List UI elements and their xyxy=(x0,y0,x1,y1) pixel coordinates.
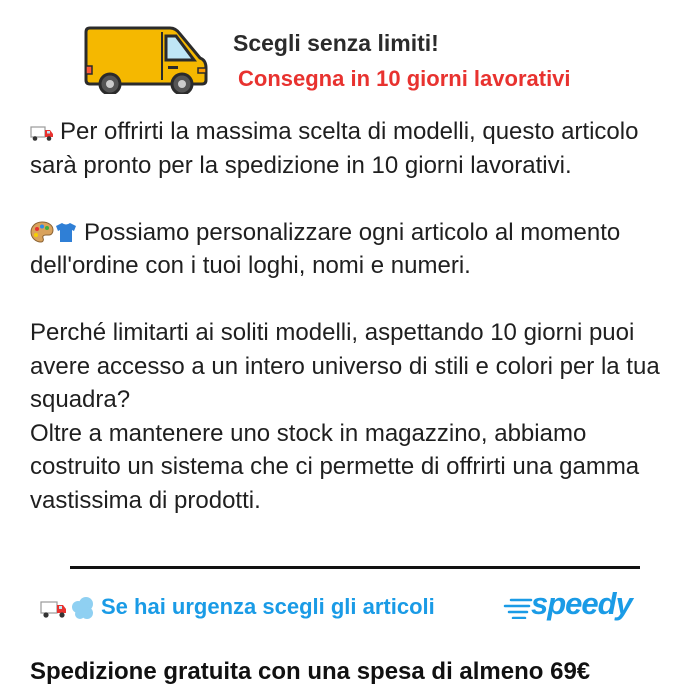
delivery-truck-icon xyxy=(40,594,96,624)
delivery-truck-icon xyxy=(30,124,54,142)
description xyxy=(30,115,680,517)
tshirt-icon xyxy=(54,221,78,243)
header xyxy=(0,0,700,110)
paragraph-universe xyxy=(30,316,680,517)
paragraph-delivery xyxy=(30,115,680,182)
urgent-text: Se hai urgenza scegli gli articoli xyxy=(101,594,435,619)
header-title: Scegli senza limiti! xyxy=(233,30,439,56)
dash-cloud-icon xyxy=(72,597,93,619)
divider xyxy=(70,566,640,569)
paragraph-personalization xyxy=(30,216,680,283)
paragraph-stock-text: Oltre a mantenere uno stock in magazzino, abbiamo costruito un sistema che ci permette di offrirti una gamma vastissima di prodotti. xyxy=(30,419,640,514)
paragraph-delivery-text: Per offrirti la massima scelta di modelli, questo articolo sarà pronto per la spedizione in 10 giorni lavorativi. xyxy=(30,118,639,179)
paragraph-universe-text: Perché limitarti ai soliti modelli, aspettando 10 giorni puoi avere accesso a un intero universo di stili e colori per la tua squadra? xyxy=(30,319,660,413)
header-subtitle: Consegna in 10 giorni lavorativi xyxy=(238,66,571,91)
palette-icon xyxy=(30,221,54,243)
speed-lines-icon xyxy=(503,597,533,619)
speedy-brand-text: speedy xyxy=(531,586,632,621)
paragraph-personalization-text: Possiamo personalizzare ogni articolo al momento dell'ordine con i tuoi loghi, nomi e numeri. xyxy=(30,218,621,279)
free-shipping-note: Spedizione gratuita con una spesa di almeno 69€ xyxy=(30,658,591,685)
delivery-van-icon xyxy=(82,22,212,94)
urgent-banner xyxy=(40,588,660,628)
